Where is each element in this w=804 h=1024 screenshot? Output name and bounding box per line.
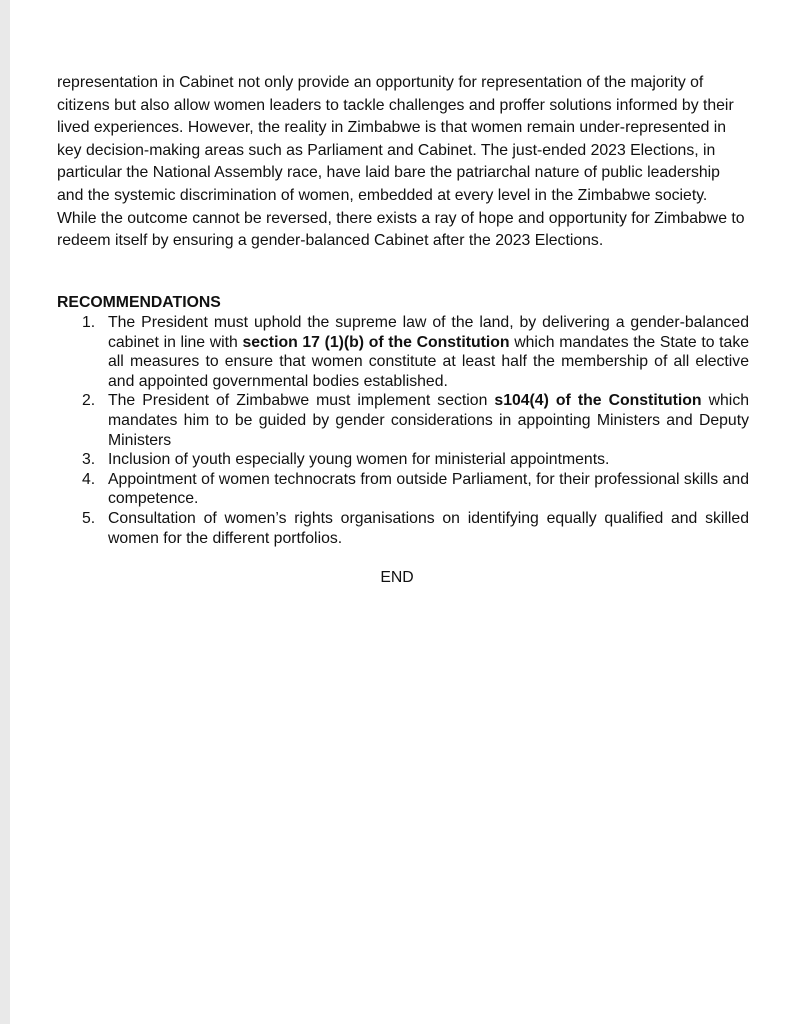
item-text: Appointment of women technocrats from outside Parliament, for their professional skills and competence. <box>108 470 749 508</box>
item-text-continued: which mandates the State to take all measures to ensure that women constitute at least half the membership of all elective and appointed governmental bodies established. <box>108 333 749 390</box>
recommendations-list <box>82 313 749 548</box>
item-number: 5. <box>82 509 96 527</box>
item-number: 3. <box>82 451 96 469</box>
body-paragraph: representation in Cabinet not only provide an opportunity for representation of the majority of citizens but also allow women leaders to tackle challenges and proffer solutions informed by their lived experiences. However, the reality in Zimbabwe is that women remain under-represented in key decision-making areas such as Parliament and Cabinet. The just-ended 2023 Elections, in particular the National Assembly race, have laid bare the patriarchal nature of public leadership and the systemic discrimination of women, embedded at every level in the Zimbabwe society. While the outcome cannot be reversed, there exists a ray of hope and opportunity for Zimbabwe to redeem itself by ensuring a gender-balanced Cabinet after the 2023 Elections. <box>57 74 745 250</box>
item-number: 2. <box>82 392 96 410</box>
recommendation-item-4 <box>82 470 749 509</box>
constitution-reference: s104(4) of the Constitution <box>494 392 702 410</box>
document-page <box>10 0 804 1024</box>
item-number: 4. <box>82 470 96 488</box>
item-text: The President of Zimbabwe must implement section <box>108 392 495 410</box>
item-text: The President must uphold the supreme law of the land, by delivering a gender-balanced cabinet in line with <box>108 314 749 351</box>
item-text: Consultation of women’s rights organisations on identifying equally qualified and skilled women for the different portfolios. <box>108 509 749 547</box>
constitution-reference: section 17 (1)(b) of the Constitution <box>242 333 510 351</box>
recommendation-item-1 <box>82 313 749 391</box>
end-label: END <box>380 569 414 586</box>
recommendations-heading: RECOMMENDATIONS <box>57 294 221 311</box>
recommendation-item-2 <box>82 391 749 450</box>
item-number: 1. <box>82 314 96 331</box>
item-text-continued: which mandates him to be guided by gender considerations in appointing Ministers and Deputy Ministers <box>108 392 750 449</box>
recommendation-item-3 <box>82 450 749 470</box>
item-text: Inclusion of youth especially young women for ministerial appointments. <box>108 451 610 469</box>
recommendation-item-5 <box>82 509 749 548</box>
